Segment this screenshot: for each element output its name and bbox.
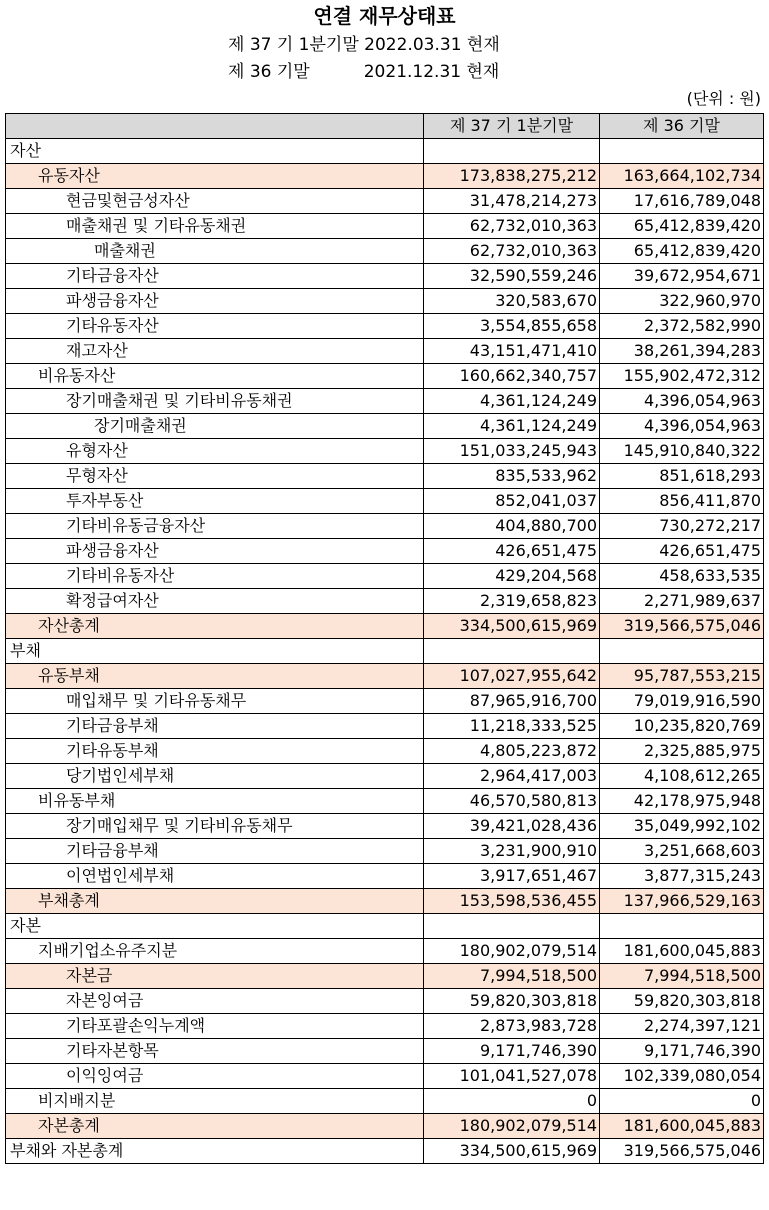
current-period-value: 151,033,245,943	[424, 439, 600, 464]
current-period-value	[424, 139, 600, 164]
current-period-value: 334,500,615,969	[424, 614, 600, 639]
account-label: 투자부동산	[6, 489, 424, 514]
current-period-value: 320,583,670	[424, 289, 600, 314]
current-period-value: 3,231,900,910	[424, 839, 600, 864]
table-row	[6, 289, 764, 314]
current-period-value: 3,917,651,467	[424, 864, 600, 889]
current-period-value: 4,361,124,249	[424, 414, 600, 439]
table-row	[6, 689, 764, 714]
current-period-value: 426,651,475	[424, 539, 600, 564]
account-label: 자본총계	[6, 1114, 424, 1139]
unit-label: (단위 : 원)	[686, 89, 761, 108]
account-label: 재고자산	[6, 339, 424, 364]
prior-period-value: 102,339,080,054	[600, 1064, 764, 1089]
account-label: 매입채무 및 기타유동채무	[6, 689, 424, 714]
current-period-value: 62,732,010,363	[424, 239, 600, 264]
table-row	[6, 214, 764, 239]
prior-period-value: 4,396,054,963	[600, 414, 764, 439]
account-label: 당기법인세부채	[6, 764, 424, 789]
current-period-value: 11,218,333,525	[424, 714, 600, 739]
table-row	[6, 639, 764, 664]
current-period-value: 46,570,580,813	[424, 789, 600, 814]
prior-period-value: 137,966,529,163	[600, 889, 764, 914]
table-row	[6, 814, 764, 839]
table-row	[6, 139, 764, 164]
prior-period-value: 851,618,293	[600, 464, 764, 489]
current-period-value: 180,902,079,514	[424, 1114, 600, 1139]
table-row	[6, 464, 764, 489]
current-period-value: 2,319,658,823	[424, 589, 600, 614]
current-period-value: 31,478,214,273	[424, 189, 600, 214]
prior-period-value: 2,372,582,990	[600, 314, 764, 339]
account-label: 파생금융자산	[6, 539, 424, 564]
prior-period-value: 181,600,045,883	[600, 1114, 764, 1139]
table-row	[6, 989, 764, 1014]
current-period-value: 101,041,527,078	[424, 1064, 600, 1089]
current-period-value: 3,554,855,658	[424, 314, 600, 339]
prior-period-value: 65,412,839,420	[600, 239, 764, 264]
prior-period-value: 458,633,535	[600, 564, 764, 589]
account-label: 기타유동자산	[6, 314, 424, 339]
prior-period-value: 2,271,989,637	[600, 589, 764, 614]
current-period-value: 43,151,471,410	[424, 339, 600, 364]
current-period-value: 173,838,275,212	[424, 164, 600, 189]
prior-period-value: 2,274,397,121	[600, 1014, 764, 1039]
current-period-value: 180,902,079,514	[424, 939, 600, 964]
prior-period-value	[600, 914, 764, 939]
account-label: 부채총계	[6, 889, 424, 914]
table-row	[6, 889, 764, 914]
account-label: 기타금융자산	[6, 264, 424, 289]
account-label: 자본	[6, 914, 424, 939]
current-period-value: 87,965,916,700	[424, 689, 600, 714]
table-row	[6, 414, 764, 439]
prior-period-value: 3,877,315,243	[600, 864, 764, 889]
table-row	[6, 1089, 764, 1114]
table-row	[6, 489, 764, 514]
current-period-value: 4,361,124,249	[424, 389, 600, 414]
table-row	[6, 664, 764, 689]
header-prior-period: 제 36 기말	[600, 114, 764, 139]
prior-period-value: 39,672,954,671	[600, 264, 764, 289]
prior-period-value: 17,616,789,048	[600, 189, 764, 214]
account-label: 이연법인세부채	[6, 864, 424, 889]
account-label: 유동자산	[6, 164, 424, 189]
current-period-value: 39,421,028,436	[424, 814, 600, 839]
current-period-label: 제 37 기 1분기말 2022.03.31 현재	[228, 35, 500, 55]
table-row	[6, 964, 764, 989]
current-period-value: 59,820,303,818	[424, 989, 600, 1014]
account-label: 확정급여자산	[6, 589, 424, 614]
current-period-value: 2,873,983,728	[424, 1014, 600, 1039]
table-row	[6, 339, 764, 364]
table-row	[6, 589, 764, 614]
prior-period-value: 10,235,820,769	[600, 714, 764, 739]
account-label: 파생금융자산	[6, 289, 424, 314]
table-row	[6, 739, 764, 764]
table-row	[6, 839, 764, 864]
account-label: 기타금융부채	[6, 714, 424, 739]
table-row	[6, 864, 764, 889]
prior-period-value: 856,411,870	[600, 489, 764, 514]
current-period-value: 852,041,037	[424, 489, 600, 514]
current-period-value: 835,533,962	[424, 464, 600, 489]
current-period-value: 62,732,010,363	[424, 214, 600, 239]
account-label: 유동부채	[6, 664, 424, 689]
current-period-value: 4,805,223,872	[424, 739, 600, 764]
current-period-value: 32,590,559,246	[424, 264, 600, 289]
balance-sheet-table	[5, 113, 764, 1164]
current-period-value: 153,598,536,455	[424, 889, 600, 914]
table-row	[6, 514, 764, 539]
prior-period-value: 155,902,472,312	[600, 364, 764, 389]
current-period-value: 429,204,568	[424, 564, 600, 589]
prior-period-value: 95,787,553,215	[600, 664, 764, 689]
prior-period-value: 145,910,840,322	[600, 439, 764, 464]
current-period-value: 160,662,340,757	[424, 364, 600, 389]
table-row	[6, 1014, 764, 1039]
current-period-value	[424, 639, 600, 664]
current-period-value: 0	[424, 1089, 600, 1114]
account-label: 매출채권 및 기타유동채권	[6, 214, 424, 239]
prior-period-value: 4,108,612,265	[600, 764, 764, 789]
account-label: 비지배지분	[6, 1089, 424, 1114]
table-row	[6, 1139, 764, 1164]
account-label: 기타유동부채	[6, 739, 424, 764]
table-row	[6, 1064, 764, 1089]
prior-period-value: 59,820,303,818	[600, 989, 764, 1014]
account-label: 기타비유동자산	[6, 564, 424, 589]
prior-period-value: 319,566,575,046	[600, 1139, 764, 1164]
account-label: 자산	[6, 139, 424, 164]
prior-period-value: 0	[600, 1089, 764, 1114]
prior-period-value	[600, 139, 764, 164]
prior-period-value: 38,261,394,283	[600, 339, 764, 364]
account-label: 기타자본항목	[6, 1039, 424, 1064]
current-period-value: 404,880,700	[424, 514, 600, 539]
account-label: 유형자산	[6, 439, 424, 464]
table-row	[6, 189, 764, 214]
prior-period-value: 163,664,102,734	[600, 164, 764, 189]
prior-period-value: 730,272,217	[600, 514, 764, 539]
table-row	[6, 164, 764, 189]
table-row	[6, 239, 764, 264]
account-label: 부채와 자본총계	[6, 1139, 424, 1164]
table-body	[6, 139, 764, 1164]
account-label: 장기매입채무 및 기타비유동채무	[6, 814, 424, 839]
prior-period-value: 7,994,518,500	[600, 964, 764, 989]
table-row	[6, 914, 764, 939]
prior-period-value: 65,412,839,420	[600, 214, 764, 239]
table-row	[6, 714, 764, 739]
account-label: 현금및현금성자산	[6, 189, 424, 214]
table-row	[6, 439, 764, 464]
prior-period-value: 319,566,575,046	[600, 614, 764, 639]
account-label: 자본금	[6, 964, 424, 989]
table-row	[6, 314, 764, 339]
table-row	[6, 389, 764, 414]
account-label: 기타비유동금융자산	[6, 514, 424, 539]
account-label: 자본잉여금	[6, 989, 424, 1014]
current-period-value: 107,027,955,642	[424, 664, 600, 689]
current-period-value: 9,171,746,390	[424, 1039, 600, 1064]
account-label: 이익잉여금	[6, 1064, 424, 1089]
table-row	[6, 1039, 764, 1064]
table-row	[6, 539, 764, 564]
table-row	[6, 764, 764, 789]
account-label: 지배기업소유주지분	[6, 939, 424, 964]
account-label: 매출채권	[6, 239, 424, 264]
header-current-period: 제 37 기 1분기말	[424, 114, 600, 139]
table-row	[6, 364, 764, 389]
account-label: 비유동자산	[6, 364, 424, 389]
account-label: 기타금융부채	[6, 839, 424, 864]
prior-period-value: 181,600,045,883	[600, 939, 764, 964]
account-label: 기타포괄손익누계액	[6, 1014, 424, 1039]
account-label: 장기매출채권 및 기타비유동채권	[6, 389, 424, 414]
prior-period-value: 42,178,975,948	[600, 789, 764, 814]
prior-period-value: 3,251,668,603	[600, 839, 764, 864]
table-row	[6, 614, 764, 639]
current-period-value: 334,500,615,969	[424, 1139, 600, 1164]
table-row	[6, 1114, 764, 1139]
account-label: 부채	[6, 639, 424, 664]
table-row	[6, 564, 764, 589]
prior-period-value: 79,019,916,590	[600, 689, 764, 714]
table-row	[6, 789, 764, 814]
table-row	[6, 939, 764, 964]
prior-period-value: 2,325,885,975	[600, 739, 764, 764]
prior-period-value: 426,651,475	[600, 539, 764, 564]
prior-period-value	[600, 639, 764, 664]
current-period-value	[424, 914, 600, 939]
prior-period-value: 4,396,054,963	[600, 389, 764, 414]
header-row	[6, 114, 764, 139]
account-label: 무형자산	[6, 464, 424, 489]
account-label: 자산총계	[6, 614, 424, 639]
prior-period-label: 제 36 기말 2021.12.31 현재	[228, 62, 500, 82]
prior-period-value: 322,960,970	[600, 289, 764, 314]
current-period-value: 7,994,518,500	[424, 964, 600, 989]
current-period-value: 2,964,417,003	[424, 764, 600, 789]
header-account	[6, 114, 424, 139]
statement-title: 연결 재무상태표	[313, 4, 456, 28]
prior-period-value: 35,049,992,102	[600, 814, 764, 839]
prior-period-value: 9,171,746,390	[600, 1039, 764, 1064]
account-label: 비유동부채	[6, 789, 424, 814]
account-label: 장기매출채권	[6, 414, 424, 439]
table-row	[6, 264, 764, 289]
